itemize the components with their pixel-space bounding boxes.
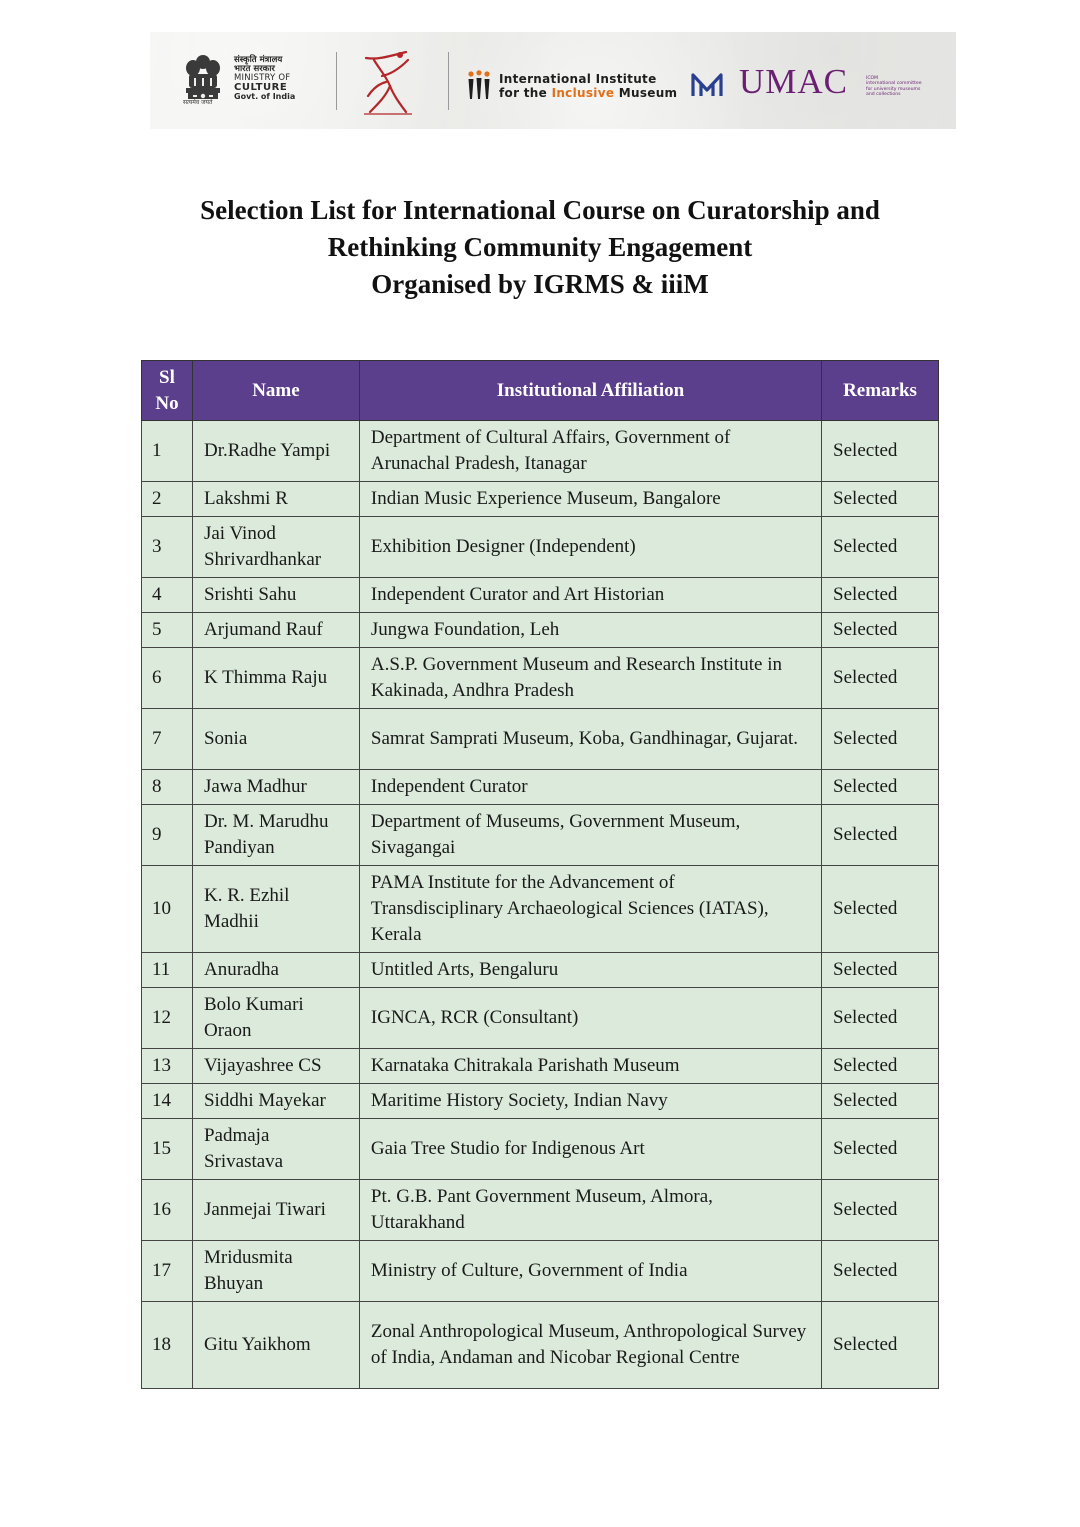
selection-table (141, 360, 939, 1389)
cell-sl: 1 (142, 421, 193, 482)
umac-small-line3: for university museums (866, 86, 921, 92)
umac-small-line2: international committee (866, 81, 922, 87)
cell-sl: 5 (142, 613, 193, 648)
cell-name: Dr. M. Marudhu Pandiyan (192, 805, 359, 866)
cell-remarks: Selected (822, 517, 939, 578)
table-row (142, 578, 939, 613)
logo-banner (150, 32, 956, 129)
table-row (142, 709, 939, 770)
cell-affiliation: Exhibition Designer (Independent) (359, 517, 821, 578)
table-row (142, 953, 939, 988)
umac-logo-word: UMAC (739, 62, 849, 101)
umac-small-text (866, 76, 922, 98)
cell-name: Lakshmi R (192, 482, 359, 517)
cell-name: Srishti Sahu (192, 578, 359, 613)
iiim-logo-text (499, 72, 677, 100)
table-row (142, 770, 939, 805)
cell-affiliation: Department of Museums, Government Museum, Sivagangai (359, 805, 821, 866)
header-sl-line1: Sl (159, 366, 175, 388)
iiim-logo-icon (466, 70, 492, 100)
moc-line1: MINISTRY OF (234, 73, 291, 83)
iiim-line2-highlight: Inclusive (551, 86, 615, 100)
cell-name: Jai Vinod Shrivardhankar (192, 517, 359, 578)
title-line2: Rethinking Community Engagement (327, 232, 753, 262)
cell-sl: 15 (142, 1119, 193, 1180)
cell-sl: 2 (142, 482, 193, 517)
cell-remarks: Selected (822, 953, 939, 988)
cell-affiliation: Zonal Anthropological Museum, Anthropological Survey of India, Andaman and Nicobar Regional Centre (359, 1302, 821, 1389)
header-sl-no (142, 361, 193, 421)
table-row (142, 1084, 939, 1119)
cell-affiliation: Samrat Samprati Museum, Koba, Gandhinagar, Gujarat. (359, 709, 821, 770)
header-affiliation: Institutional Affiliation (359, 361, 821, 421)
cell-sl: 18 (142, 1302, 193, 1389)
cell-name: K. R. Ezhil Madhii (192, 866, 359, 953)
umac-small-line4: and collections (866, 92, 901, 98)
table-row (142, 613, 939, 648)
cell-sl: 12 (142, 988, 193, 1049)
cell-sl: 11 (142, 953, 193, 988)
cell-affiliation: Department of Cultural Affairs, Government of Arunachal Pradesh, Itanagar (359, 421, 821, 482)
cell-sl: 8 (142, 770, 193, 805)
cell-sl: 14 (142, 1084, 193, 1119)
cell-remarks: Selected (822, 1302, 939, 1389)
cell-name: Sonia (192, 709, 359, 770)
cell-remarks: Selected (822, 770, 939, 805)
iiim-line2-suffix: Museum (614, 86, 678, 100)
cell-remarks: Selected (822, 1241, 939, 1302)
cell-name: Vijayashree CS (192, 1049, 359, 1084)
table-row (142, 866, 939, 953)
iiim-line1: International Institute (499, 72, 657, 86)
cell-name: Janmejai Tiwari (192, 1180, 359, 1241)
table-row (142, 482, 939, 517)
table-row (142, 1241, 939, 1302)
umac-small-line1: ICOM (866, 76, 879, 81)
cell-remarks: Selected (822, 988, 939, 1049)
header-name: Name (192, 361, 359, 421)
cell-affiliation: Ministry of Culture, Government of India (359, 1241, 821, 1302)
umac-mark-icon (690, 72, 724, 98)
cell-affiliation: Karnataka Chitrakala Parishath Museum (359, 1049, 821, 1084)
cell-remarks: Selected (822, 1049, 939, 1084)
table-row (142, 421, 939, 482)
table-row (142, 1180, 939, 1241)
ministry-of-culture-logo-text (234, 56, 295, 101)
cell-affiliation: IGNCA, RCR (Consultant) (359, 988, 821, 1049)
cell-affiliation: Untitled Arts, Bengaluru (359, 953, 821, 988)
cell-sl: 13 (142, 1049, 193, 1084)
cell-affiliation: PAMA Institute for the Advancement of Transdisciplinary Archaeological Sciences (IATAS), Kerala (359, 866, 821, 953)
igrms-dancer-logo-icon (356, 46, 418, 118)
header-sl-line2: No (155, 392, 179, 414)
table-row (142, 805, 939, 866)
cell-remarks: Selected (822, 613, 939, 648)
cell-remarks: Selected (822, 805, 939, 866)
cell-affiliation: Pt. G.B. Pant Government Museum, Almora, Uttarakhand (359, 1180, 821, 1241)
cell-sl: 4 (142, 578, 193, 613)
cell-affiliation: Maritime History Society, Indian Navy (359, 1084, 821, 1119)
cell-remarks: Selected (822, 1180, 939, 1241)
cell-name: Gitu Yaikhom (192, 1302, 359, 1389)
cell-remarks: Selected (822, 709, 939, 770)
cell-sl: 7 (142, 709, 193, 770)
header-remarks: Remarks (822, 361, 939, 421)
cell-affiliation: Jungwa Foundation, Leh (359, 613, 821, 648)
cell-affiliation: Gaia Tree Studio for Indigenous Art (359, 1119, 821, 1180)
cell-affiliation: Independent Curator (359, 770, 821, 805)
cell-remarks: Selected (822, 578, 939, 613)
title-line1: Selection List for International Course on Curatorship and (200, 195, 880, 225)
cell-affiliation: A.S.P. Government Museum and Research Institute in Kakinada, Andhra Pradesh (359, 648, 821, 709)
banner-divider (336, 52, 337, 110)
cell-sl: 16 (142, 1180, 193, 1241)
cell-name: Bolo Kumari Oraon (192, 988, 359, 1049)
emblem-motto: सत्यमेव जयते (183, 99, 213, 106)
cell-affiliation: Independent Curator and Art Historian (359, 578, 821, 613)
cell-name: Dr.Radhe Yampi (192, 421, 359, 482)
cell-remarks: Selected (822, 1084, 939, 1119)
cell-remarks: Selected (822, 648, 939, 709)
cell-sl: 6 (142, 648, 193, 709)
document-title (0, 192, 1080, 303)
table-row (142, 517, 939, 578)
table-row (142, 1119, 939, 1180)
cell-name: Jawa Madhur (192, 770, 359, 805)
cell-remarks: Selected (822, 482, 939, 517)
title-line3: Organised by IGRMS & iiiM (371, 269, 709, 299)
cell-sl: 17 (142, 1241, 193, 1302)
iiim-line2 (499, 86, 677, 100)
cell-name: Padmaja Srivastava (192, 1119, 359, 1180)
cell-name: Arjumand Rauf (192, 613, 359, 648)
table-row (142, 648, 939, 709)
table-header-row (142, 361, 939, 421)
moc-hindi-line1: संस्कृति मंत्रालय (234, 55, 283, 65)
cell-name: K Thimma Raju (192, 648, 359, 709)
cell-name: Mridusmita Bhuyan (192, 1241, 359, 1302)
moc-hindi-line2: भारत सरकार (234, 64, 275, 74)
table-row (142, 1302, 939, 1389)
cell-name: Anuradha (192, 953, 359, 988)
cell-remarks: Selected (822, 866, 939, 953)
moc-line2: CULTURE (234, 82, 288, 93)
table-row (142, 988, 939, 1049)
cell-affiliation: Indian Music Experience Museum, Bangalore (359, 482, 821, 517)
cell-sl: 10 (142, 866, 193, 953)
banner-divider (448, 52, 449, 110)
iiim-line2-prefix: for the (499, 86, 552, 100)
table-row (142, 1049, 939, 1084)
cell-name: Siddhi Mayekar (192, 1084, 359, 1119)
cell-sl: 3 (142, 517, 193, 578)
cell-remarks: Selected (822, 1119, 939, 1180)
cell-remarks: Selected (822, 421, 939, 482)
moc-line3: Govt. of India (234, 92, 296, 101)
cell-sl: 9 (142, 805, 193, 866)
